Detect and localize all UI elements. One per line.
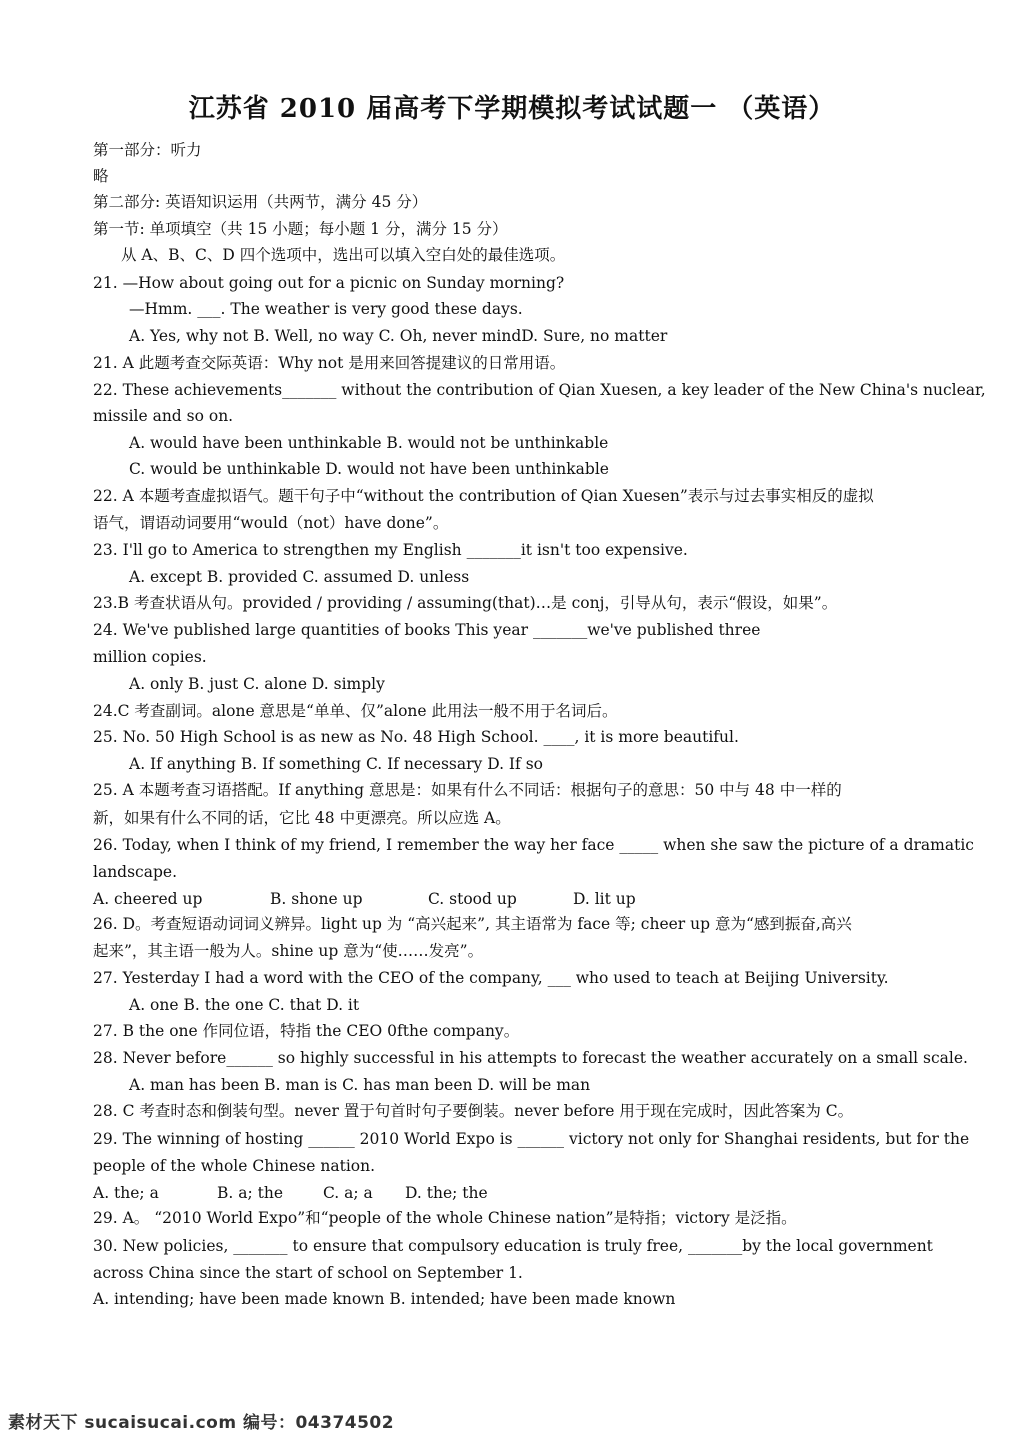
question-28: 28. Never before______ so highly successful in his attempts to forecast the weather accurately on a small scale.	[93, 1049, 968, 1067]
question-24-options: A. only B. just C. alone D. simply	[129, 675, 385, 693]
section-heading-single-choice: 第一节: 单项填空（共 15 小题；每小题 1 分，满分 15 分）	[93, 220, 508, 238]
question-30-options: A. intending; have been made known B. intended; have been made known	[93, 1290, 676, 1308]
answer-21: 21. A 此题考查交际英语：Why not 是用来回答提建议的日常用语。	[93, 354, 566, 372]
question-21-line-1: 21. —How about going out for a picnic on Sunday morning?	[93, 274, 565, 292]
question-26-line-1: 26. Today, when I think of my friend, I remember the way her face _____ when she saw the picture of a dramatic	[93, 836, 974, 854]
answer-29: 29. A。 “2010 World Expo”和“people of the whole Chinese nation”是特指；victory 是泛指。	[93, 1209, 797, 1227]
answer-23: 23.B 考查状语从句。provided / providing / assuming(that)…是 conj，引导从句，表示“假设，如果”。	[93, 594, 838, 612]
answer-22-line-2: 语气，谓语动词要用“would（not）have done”。	[93, 514, 449, 532]
option-a: A. cheered up	[93, 890, 203, 908]
option-c: C. stood up	[428, 890, 517, 908]
option-a: A. the; a	[93, 1184, 159, 1202]
question-26-line-2: landscape.	[93, 863, 178, 881]
option-c: C. a; a	[323, 1184, 373, 1202]
question-29-line-2: people of the whole Chinese nation.	[93, 1157, 376, 1175]
watermark-footer	[0, 1400, 1024, 1442]
section-heading-knowledge: 第二部分: 英语知识运用（共两节，满分 45 分）	[93, 193, 428, 211]
question-21-options: A. Yes, why not B. Well, no way C. Oh, never mindD. Sure, no matter	[129, 327, 668, 345]
question-29-line-1: 29. The winning of hosting ______ 2010 World Expo is ______ victory not only for Shanghai residents, but for the	[93, 1130, 970, 1148]
answer-22-line-1: 22. A 本题考查虚拟语气。题干句子中“without the contribution of Qian Xuesen”表示与过去事实相反的虚拟	[93, 487, 874, 505]
answer-24: 24.C 考查副词。alone 意思是“单单、仅”alone 此用法一般不用于名词后。	[93, 702, 618, 720]
watermark-text: 素材天下 sucaisucai.com 编号：04374502	[8, 1413, 395, 1433]
question-22-options-1: A. would have been unthinkable B. would not be unthinkable	[129, 434, 609, 452]
answer-26-line-2: 起来”，其主语一般为人。shine up 意为“使……发亮”。	[93, 942, 484, 960]
instructions: 从 A、B、C、D 四个选项中，选出可以填入空白处的最佳选项。	[121, 246, 566, 264]
question-24-line-2: million copies.	[93, 648, 207, 666]
question-24-line-1: 24. We've published large quantities of books This year _______we've published three	[93, 621, 761, 639]
question-27-options: A. one B. the one C. that D. it	[129, 996, 360, 1014]
option-d: D. the; the	[405, 1184, 488, 1202]
option-b: B. shone up	[270, 890, 363, 908]
answer-25-line-2: 新，如果有什么不同的话，它比 48 中更漂亮。所以应选 A。	[93, 809, 511, 827]
question-30-line-1: 30. New policies, _______ to ensure that compulsory education is truly free, _______by the local government	[93, 1237, 933, 1255]
question-22-line-2: missile and so on.	[93, 407, 234, 425]
question-21-line-2: —Hmm. ___. The weather is very good these days.	[129, 300, 523, 318]
question-30-line-2: across China since the start of school on September 1.	[93, 1264, 523, 1282]
option-b: B. a; the	[217, 1184, 284, 1202]
section-heading-listening: 第一部分：听力	[93, 141, 202, 159]
answer-27: 27. B the one 作同位语，特指 the CEO 0fthe company。	[93, 1022, 520, 1040]
answer-26-line-1: 26. D。考查短语动词词义辨异。light up 为 “高兴起来”, 其主语常为 face 等; cheer up 意为“感到振奋,高兴	[93, 915, 852, 933]
question-28-options: A. man has been B. man is C. has man been D. will be man	[129, 1076, 591, 1094]
question-23-options: A. except B. provided C. assumed D. unless	[129, 568, 470, 586]
question-25-options: A. If anything B. If something C. If necessary D. If so	[129, 755, 544, 773]
omitted-note: 略	[93, 167, 109, 185]
question-25: 25. No. 50 High School is as new as No. 48 High School. ____, it is more beautiful.	[93, 728, 739, 746]
question-27: 27. Yesterday I had a word with the CEO of the company, ___ who used to teach at Beijing University.	[93, 969, 889, 987]
question-22-options-2: C. would be unthinkable D. would not have been unthinkable	[129, 460, 609, 478]
answer-25-line-1: 25. A 本题考查习语搭配。If anything 意思是：如果有什么不同话：根据句子的意思：50 中与 48 中一样的	[93, 781, 842, 799]
option-d: D. lit up	[573, 890, 636, 908]
answer-28: 28. C 考查时态和倒装句型。never 置于句首时句子要倒装。never before 用于现在完成时，因此答案为 C。	[93, 1102, 854, 1120]
question-23: 23. I'll go to America to strengthen my English _______it isn't too expensive.	[93, 541, 688, 559]
page-title: 江苏省 2010 届高考下学期模拟考试试题一 （英语）	[188, 94, 836, 124]
question-22-line-1: 22. These achievements_______ without the contribution of Qian Xuesen, a key leader of the New China's nuclear,	[93, 381, 986, 399]
